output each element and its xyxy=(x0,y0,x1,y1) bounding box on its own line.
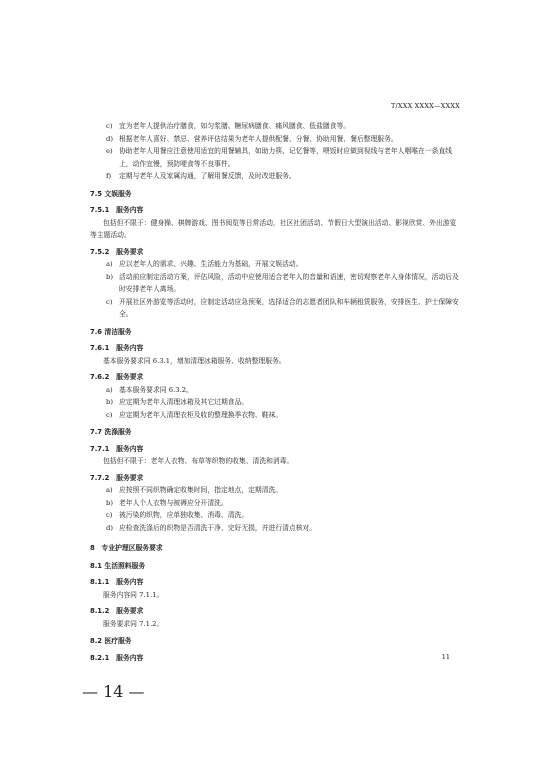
list-item: a) 基本服务要求同 6.3.2。 xyxy=(106,385,193,394)
subsection-heading: 7.7.1 服务内容 xyxy=(90,444,144,453)
subsection-heading: 8.1.2 服务要求 xyxy=(90,607,144,615)
section-heading: 7.6 清洁服务 xyxy=(90,327,132,336)
list-item: c) 应定期为老年人清理衣柜及收的整理换季衣物、鞋袜。 xyxy=(106,410,283,419)
list-item: d) 应检查洗涤后的织物是否清洗干净、完好无损，并进行清点核对。 xyxy=(106,523,317,532)
subsection-heading: 8.2.1 服务内容 xyxy=(90,653,144,662)
document-code: T/XXX XXXX—XXXX xyxy=(391,102,460,110)
print-page-number: — 14 — xyxy=(82,682,145,701)
paragraph: 基本服务要求同 6.3.1，增加清理冰箱服务、收纳整理服务。 xyxy=(103,356,286,365)
subsection-heading: 7.5.1 服务内容 xyxy=(90,206,144,214)
subsection-heading: 7.5.2 服务要求 xyxy=(90,247,144,256)
section-heading: 7.5 文娱服务 xyxy=(90,189,132,198)
section-heading: 8.1 生活照料服务 xyxy=(90,561,146,570)
list-item: f) 定期与老年人及家属沟通，了解用餐反馈，及时改进服务。 xyxy=(106,172,296,180)
chapter-heading: 8 专业护理区服务要求 xyxy=(90,544,163,552)
list-item: c) 宜为老年人提供治疗膳食，如匀浆膳、糖尿病膳食、痛风膳食、低盐膳食等。 xyxy=(106,122,351,130)
section-heading: 8.2 医疗服务 xyxy=(90,637,132,645)
list-item: a) 应按照不同织物确定收集时间，指定地点，定期清洗。 xyxy=(106,486,283,494)
page-number: 11 xyxy=(441,653,450,661)
subsection-heading: 8.1.1 服务内容 xyxy=(90,578,144,586)
list-item: b) 活动前应制定活动方案，评估风险，活动中应使用适合老年人的音量和语速，密切观察老年人身体情况，活动后及时安排老年人离场。 xyxy=(106,272,459,293)
section-heading: 7.7 洗涤服务 xyxy=(90,428,132,436)
list-item: b) 应定期为老年人清理冰箱及其它过期食品。 xyxy=(106,398,249,406)
paragraph: 包括但不限于：健身操、棋牌游戏、图书阅览等日常活动，社区社团活动、节假日大型演出活动、影视欣赏、外出游览等主题活动。 xyxy=(90,218,457,239)
list-item: a) 应以老年人的需求、兴趣、生活能力为基础，开展文娱活动。 xyxy=(106,260,303,268)
paragraph: 服务内容同 7.1.1。 xyxy=(103,590,164,599)
subsection-heading: 7.6.2 服务要求 xyxy=(90,373,144,381)
document-body xyxy=(90,120,462,664)
list-item: b) 老年人个人衣物与被褥应分开清洗。 xyxy=(106,498,228,507)
paragraph: 服务要求同 7.1.2。 xyxy=(103,619,164,628)
subsection-heading: 7.7.2 服务要求 xyxy=(90,473,144,482)
list-item: c) 被污染的织物，应单独收集、消毒、清洗。 xyxy=(106,511,249,519)
list-item: d) 根据老年人喜好、禁忌、营养评估结果为老年人提供配餐、分餐、协助用餐、餐后整理服务。 xyxy=(106,134,398,143)
list-item: e) 协助老年人用餐应注意使用适宜的用餐辅具，如助力筷、记忆餐等，喂饭时应做到视线与老年人咽喉在一条直线上，动作宜慢，预防哽食等不良事件。 xyxy=(106,147,453,168)
subsection-heading: 7.6.1 服务内容 xyxy=(90,344,144,352)
list-item: c) 开展社区外游览等活动时，应制定活动应急预案，选择适合的志愿者团队和车辆租赁服务，安排医生、护士保障安全。 xyxy=(106,297,459,318)
paragraph: 包括但不限于：老年人衣物、布草等织物的收集、清洗和消毒。 xyxy=(103,457,294,465)
